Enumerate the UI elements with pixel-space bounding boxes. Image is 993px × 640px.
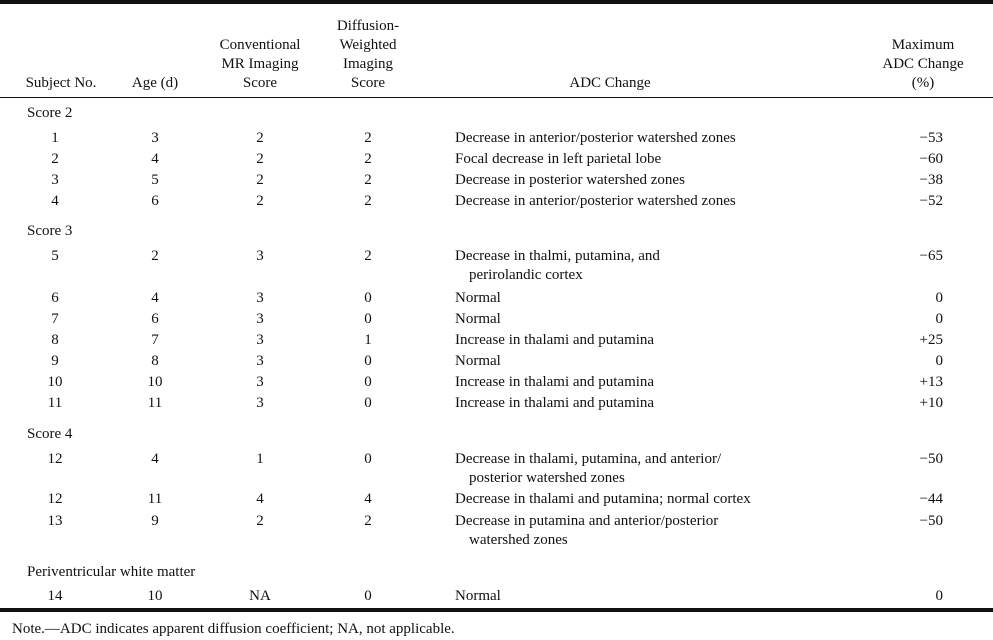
cell-max-adc-change: −50 <box>919 513 943 529</box>
section-heading: Periventricular white matter <box>27 564 196 580</box>
cell-subject: 1 <box>51 130 59 146</box>
cell-conventional-score: 4 <box>256 491 264 507</box>
table-note: Note.—ADC indicates apparent diffusion coefficient; NA, not applicable. <box>12 621 455 637</box>
table-row <box>0 394 993 434</box>
cell-diffusion-score: 2 <box>364 193 372 209</box>
cell-max-adc-change: −50 <box>919 451 943 467</box>
cell-max-adc-change: −44 <box>919 491 943 507</box>
adc-change-line-1: Decrease in posterior watershed zones <box>455 172 685 188</box>
header-adc-change: ADC Change <box>569 75 651 91</box>
table-bottom-rule <box>0 608 993 612</box>
adc-change-line-1: Normal <box>455 311 501 327</box>
adc-change-line-1: Focal decrease in left parietal lobe <box>455 151 662 167</box>
cell-max-adc-change: −60 <box>919 151 943 167</box>
cell-adc-change <box>455 171 815 190</box>
cell-subject: 12 <box>47 451 63 467</box>
cell-subject: 14 <box>47 588 63 604</box>
adc-change-line-1: Normal <box>455 588 501 604</box>
cell-adc-change <box>455 490 815 509</box>
cell-subject: 13 <box>47 513 63 529</box>
cell-subject: 12 <box>47 491 63 507</box>
cell-conventional-score: 2 <box>256 193 264 209</box>
adc-change-line-1: Decrease in thalmi, putamina, and <box>455 248 660 264</box>
table-top-rule <box>0 0 993 4</box>
adc-change-line-1: Increase in thalami and putamina <box>455 374 655 390</box>
cell-age: 3 <box>151 130 159 146</box>
adc-change-line-1: Increase in thalami and putamina <box>455 395 655 411</box>
cell-adc-change <box>455 587 815 606</box>
cell-age: 6 <box>151 193 159 209</box>
header-max-adc: Maximum ADC Change (%) <box>882 37 964 91</box>
adc-change-line-1: Decrease in thalami, putamina, and anterior/ <box>455 451 722 467</box>
section-heading: Score 4 <box>27 426 73 442</box>
table-header-rule <box>0 97 993 98</box>
cell-conventional-score: 3 <box>256 332 264 348</box>
cell-max-adc-change: +13 <box>919 374 943 390</box>
header-conventional: Conventional MR Imaging Score <box>219 37 301 91</box>
cell-age: 11 <box>147 491 163 507</box>
cell-diffusion-score: 4 <box>364 491 372 507</box>
cell-subject: 8 <box>51 332 59 348</box>
cell-conventional-score: 3 <box>256 290 264 306</box>
cell-max-adc-change: 0 <box>935 290 943 306</box>
cell-age: 4 <box>151 451 159 467</box>
cell-subject: 6 <box>51 290 59 306</box>
cell-conventional-score: 3 <box>256 248 264 264</box>
cell-conventional-score: 2 <box>256 513 264 529</box>
cell-adc-change <box>455 394 815 413</box>
cell-max-adc-change: −52 <box>919 193 943 209</box>
cell-conventional-score: 2 <box>256 151 264 167</box>
cell-diffusion-score: 2 <box>364 248 372 264</box>
cell-age: 7 <box>151 332 159 348</box>
adc-change-line-1: Decrease in putamina and anterior/posterior <box>455 513 719 529</box>
cell-conventional-score: 3 <box>256 395 264 411</box>
cell-adc-change <box>455 192 815 211</box>
table-row <box>0 192 993 232</box>
cell-conventional-score: 2 <box>256 130 264 146</box>
header-diffusion: Diffusion- Weighted Imaging Score <box>336 18 400 91</box>
adc-change-line-1: Decrease in thalami and putamina; normal cortex <box>455 491 751 507</box>
cell-conventional-score: 3 <box>256 311 264 327</box>
cell-diffusion-score: 0 <box>364 374 372 390</box>
table-row <box>0 247 993 287</box>
header-age: Age (d) <box>131 75 179 91</box>
cell-diffusion-score: 2 <box>364 151 372 167</box>
cell-age: 10 <box>147 374 163 390</box>
cell-adc-change <box>455 129 815 148</box>
cell-max-adc-change: +25 <box>919 332 943 348</box>
cell-age: 5 <box>151 172 159 188</box>
cell-max-adc-change: −65 <box>919 248 943 264</box>
cell-max-adc-change: 0 <box>935 353 943 369</box>
cell-age: 6 <box>151 311 159 327</box>
cell-adc-change <box>455 310 815 329</box>
cell-max-adc-change: −38 <box>919 172 943 188</box>
cell-diffusion-score: 2 <box>364 513 372 529</box>
cell-conventional-score: 3 <box>256 374 264 390</box>
cell-max-adc-change: −53 <box>919 130 943 146</box>
cell-max-adc-change: 0 <box>935 311 943 327</box>
adc-change-line-1: Normal <box>455 290 501 306</box>
cell-age: 4 <box>151 151 159 167</box>
cell-diffusion-score: 0 <box>364 395 372 411</box>
section-heading: Score 2 <box>27 105 73 121</box>
cell-adc-change <box>455 289 815 308</box>
table-row <box>0 512 993 552</box>
cell-adc-change <box>455 450 815 488</box>
adc-change-line-1: Normal <box>455 353 501 369</box>
cell-diffusion-score: 1 <box>364 332 372 348</box>
adc-change-line-2: perirolandic cortex <box>469 267 583 283</box>
section-heading: Score 3 <box>27 223 73 239</box>
cell-diffusion-score: 0 <box>364 451 372 467</box>
cell-subject: 11 <box>47 395 63 411</box>
cell-subject: 7 <box>51 311 59 327</box>
cell-conventional-score: NA <box>249 588 271 604</box>
cell-age: 4 <box>151 290 159 306</box>
cell-diffusion-score: 0 <box>364 290 372 306</box>
adc-change-line-2: posterior watershed zones <box>469 470 625 486</box>
cell-diffusion-score: 0 <box>364 588 372 604</box>
cell-subject: 2 <box>51 151 59 167</box>
cell-conventional-score: 1 <box>256 451 264 467</box>
cell-age: 9 <box>151 513 159 529</box>
cell-adc-change <box>455 247 815 285</box>
cell-adc-change <box>455 150 815 169</box>
cell-subject: 3 <box>51 172 59 188</box>
cell-adc-change <box>455 373 815 392</box>
adc-change-line-1: Decrease in anterior/posterior watershed zones <box>455 193 736 209</box>
cell-diffusion-score: 0 <box>364 311 372 327</box>
cell-adc-change <box>455 331 815 350</box>
cell-max-adc-change: 0 <box>935 588 943 604</box>
adc-change-line-1: Decrease in anterior/posterior watershed zones <box>455 130 736 146</box>
adc-change-line-2: watershed zones <box>469 532 568 548</box>
cell-max-adc-change: +10 <box>919 395 943 411</box>
cell-age: 8 <box>151 353 159 369</box>
cell-adc-change <box>455 352 815 371</box>
cell-diffusion-score: 2 <box>364 172 372 188</box>
cell-conventional-score: 3 <box>256 353 264 369</box>
cell-subject: 9 <box>51 353 59 369</box>
cell-subject: 4 <box>51 193 59 209</box>
cell-subject: 10 <box>47 374 63 390</box>
header-subject: Subject No. <box>25 75 97 91</box>
cell-diffusion-score: 2 <box>364 130 372 146</box>
cell-subject: 5 <box>51 248 59 264</box>
cell-conventional-score: 2 <box>256 172 264 188</box>
cell-age: 10 <box>147 588 163 604</box>
cell-adc-change <box>455 512 815 550</box>
cell-age: 2 <box>151 248 159 264</box>
table-row <box>0 450 993 490</box>
adc-change-line-1: Increase in thalami and putamina <box>455 332 655 348</box>
cell-diffusion-score: 0 <box>364 353 372 369</box>
cell-age: 11 <box>147 395 163 411</box>
